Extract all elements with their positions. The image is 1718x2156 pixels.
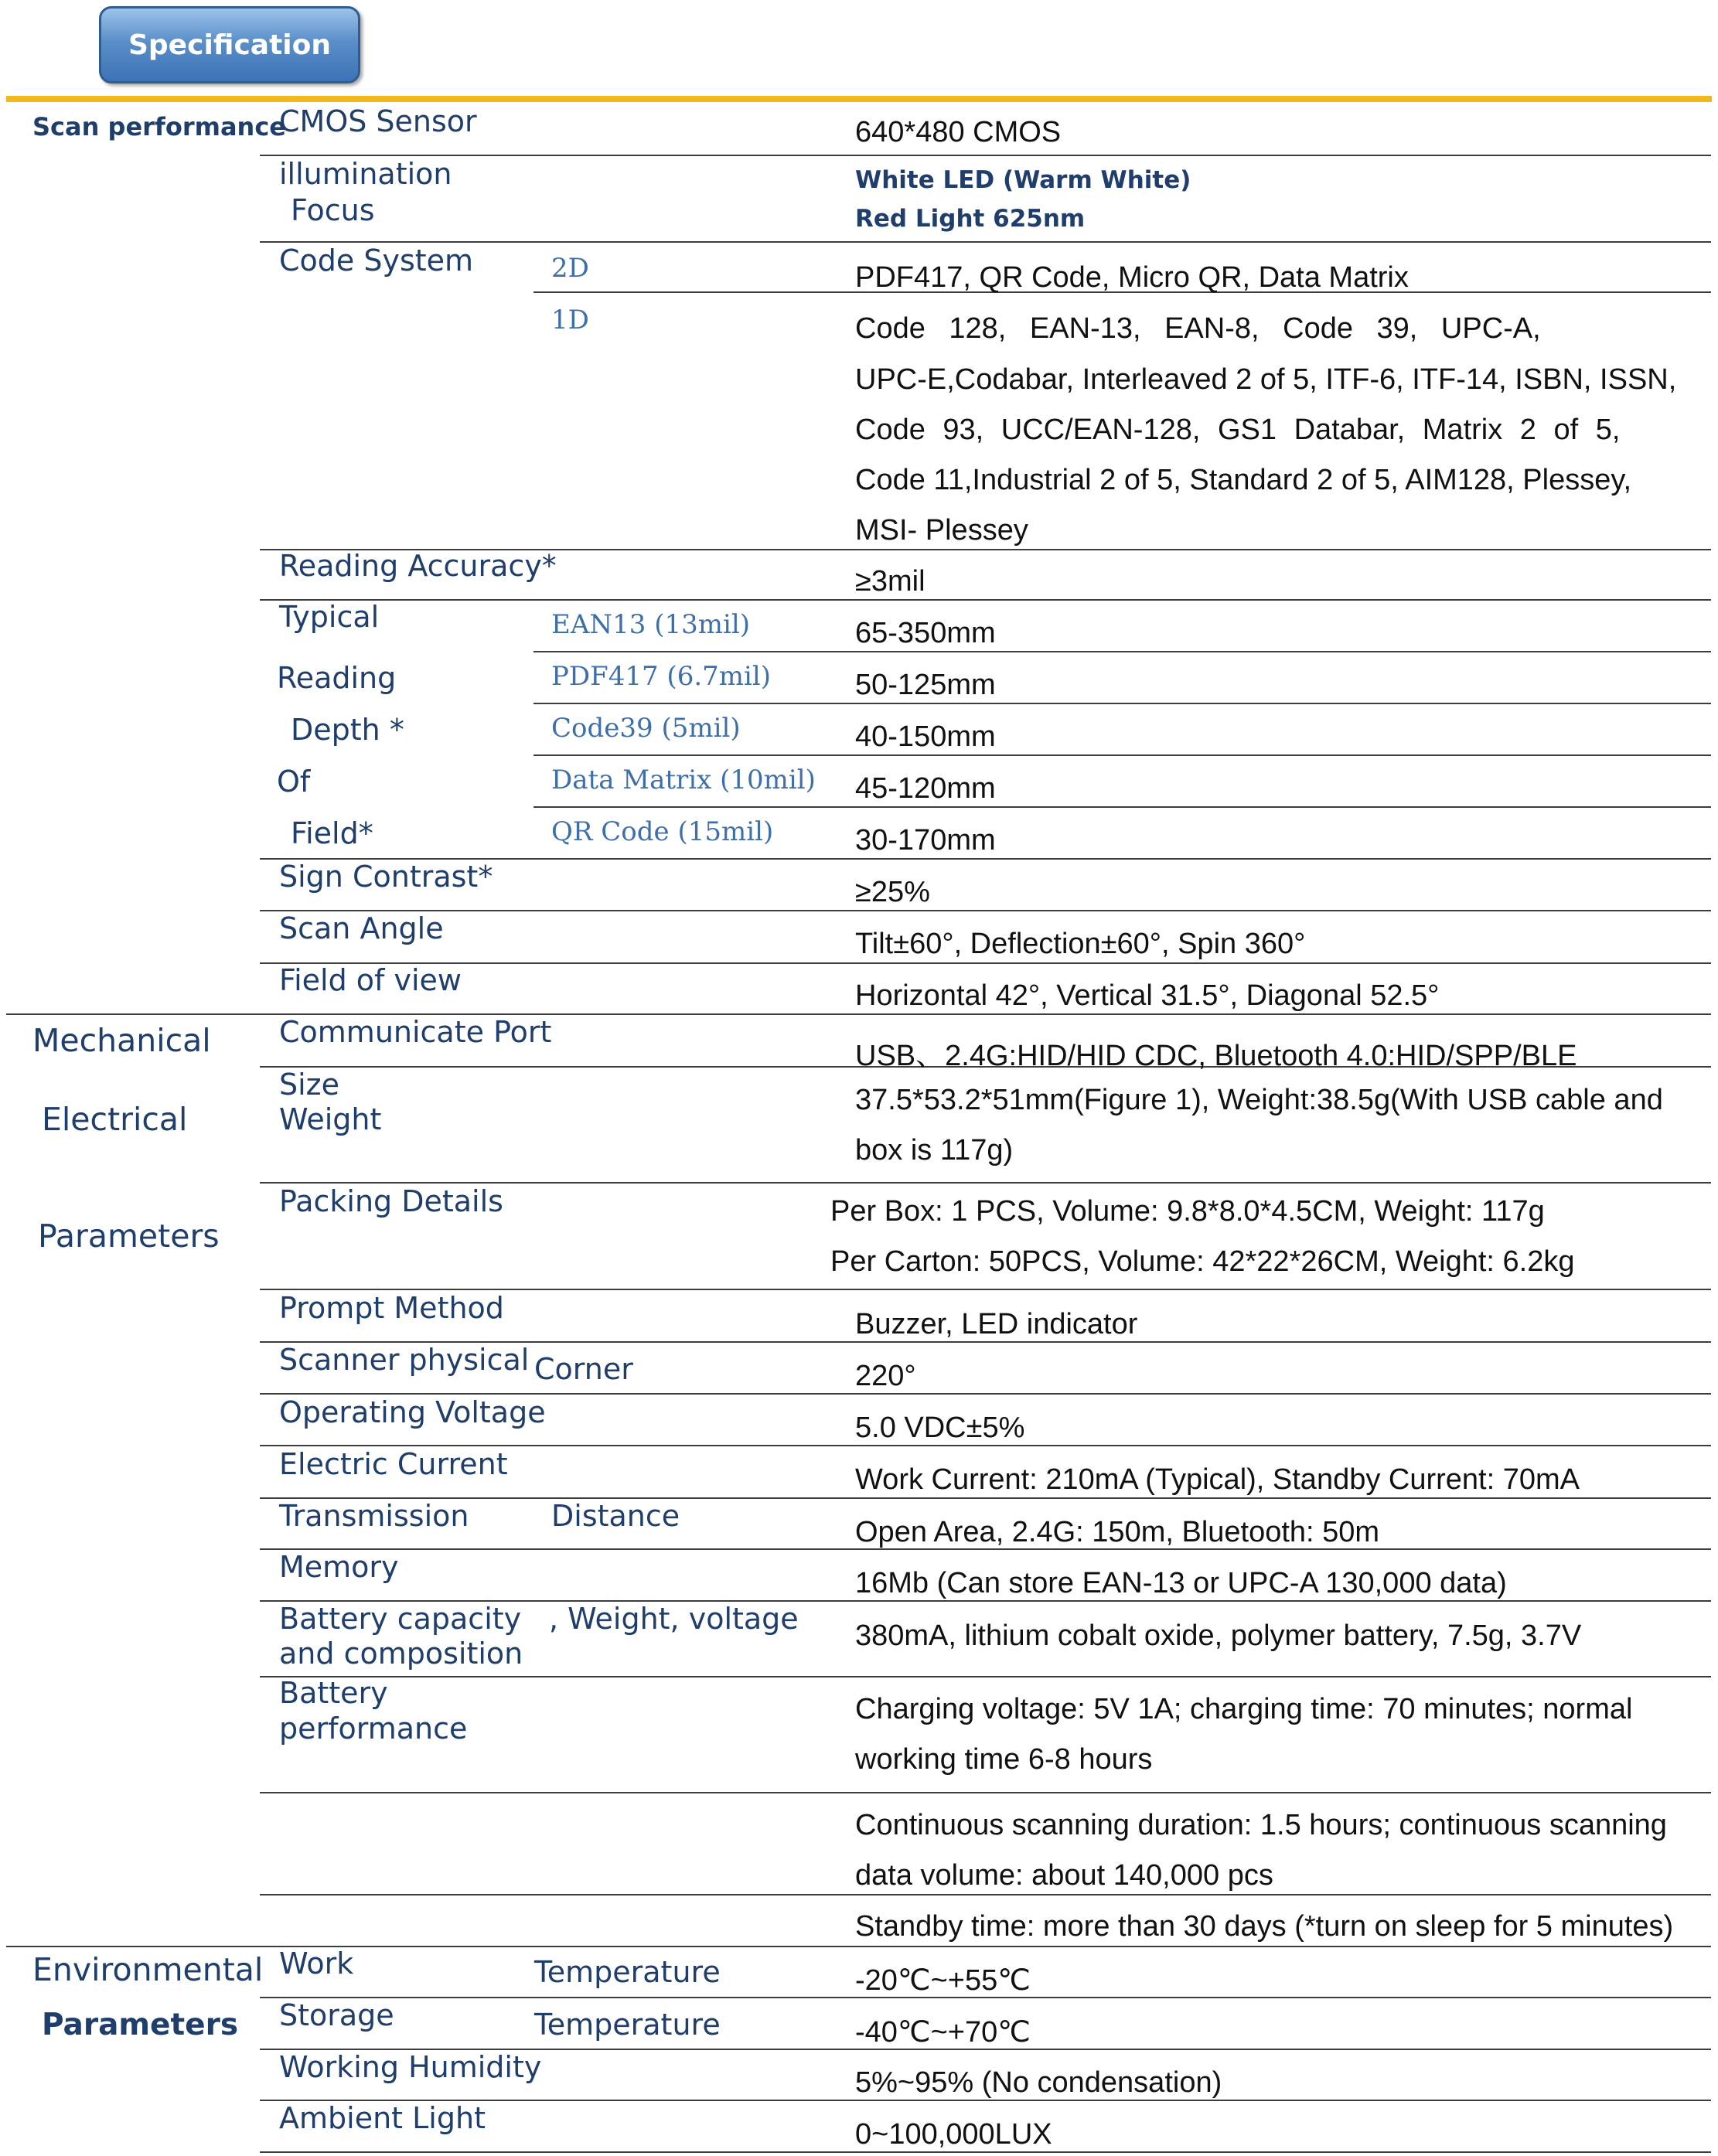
label-prompt-method: Prompt Method <box>279 1291 504 1325</box>
row-divider <box>260 1182 1711 1184</box>
label-operating-voltage: Operating Voltage <box>279 1395 546 1429</box>
value-battery-perf: Charging voltage: 5V 1A; charging time: 70 minutes; normal <box>855 1693 1633 1725</box>
label-code-system: Code System <box>279 244 474 278</box>
sublabel-1d: 1D <box>551 305 589 335</box>
value-ambient-light: 0~100,000LUX <box>855 2118 1052 2151</box>
sublabel-qr-code: QR Code (15mil) <box>551 816 774 847</box>
label-scanner-physical: Scanner physical <box>279 1343 530 1377</box>
label-weight-voltage: , Weight, voltage <box>549 1602 799 1636</box>
label-transmission: Transmission <box>279 1499 469 1533</box>
value-communicate-port: USB、2.4G:HID/HID CDC, Bluetooth 4.0:HID/SPP/BLE <box>855 1040 1577 1072</box>
value-cmos-sensor: 640*480 CMOS <box>855 116 1062 148</box>
value-packing-carton: Per Carton: 50PCS, Volume: 42*22*26CM, Weight: 6.2kg <box>830 1245 1575 1278</box>
value-battery-perf: Continuous scanning duration: 1.5 hours; continuous scanning <box>855 1809 1667 1841</box>
row-divider <box>260 1676 1711 1677</box>
label-work-temperature: Temperature <box>534 1955 721 1989</box>
row-divider <box>260 962 1711 964</box>
value-operating-voltage: 5.0 VDC±5% <box>855 1412 1025 1444</box>
row-divider <box>260 1289 1711 1290</box>
sublabel-code39: Code39 (5mil) <box>551 713 741 744</box>
value-storage-temperature: -40℃~+70℃ <box>855 2016 1031 2049</box>
row-divider <box>6 1013 1711 1015</box>
label-typical: Typical <box>279 600 380 634</box>
label-battery-composition: and composition <box>279 1637 523 1671</box>
label-memory: Memory <box>279 1550 399 1584</box>
row-divider <box>260 155 1711 156</box>
label-scan-angle: Scan Angle <box>279 911 444 945</box>
value-dof-pdf417: 50-125mm <box>855 669 996 701</box>
row-divider <box>260 2151 1711 2153</box>
section-electrical: Electrical <box>42 1101 188 1138</box>
value-code-1d-line: UPC-E,Codabar, Interleaved 2 of 5, ITF-6, ITF-14, ISBN, ISSN, <box>855 363 1677 396</box>
section-env-parameters: Parameters <box>42 2008 239 2042</box>
value-battery-perf: working time 6-8 hours <box>855 1743 1153 1776</box>
value-illumination-red: Red Light 625nm <box>855 205 1086 233</box>
value-dof-code39: 40-150mm <box>855 720 996 753</box>
label-battery-performance: performance <box>279 1712 468 1746</box>
row-divider <box>260 599 1711 601</box>
value-code-2d: PDF417, QR Code, Micro QR, Data Matrix <box>855 261 1409 294</box>
label-reading: Reading <box>277 661 397 695</box>
value-prompt-method: Buzzer, LED indicator <box>855 1308 1138 1340</box>
label-work: Work <box>279 1947 354 1981</box>
row-divider <box>533 703 1711 704</box>
label-battery-capacity: Battery capacity <box>279 1602 522 1636</box>
value-battery-capacity: 380mA, lithium cobalt oxide, polymer battery, 7.5g, 3.7V <box>855 1620 1582 1652</box>
value-reading-accuracy: ≥3mil <box>855 565 925 598</box>
value-working-humidity: 5%~95% (No condensation) <box>855 2066 1222 2099</box>
row-divider <box>533 651 1711 652</box>
label-ambient-light: Ambient Light <box>279 2101 486 2135</box>
value-dof-ean13: 65-350mm <box>855 617 996 649</box>
row-divider <box>533 754 1711 756</box>
value-code-1d-line: Code 11,Industrial 2 of 5, Standard 2 of 5, AIM128, Plessey, <box>855 464 1632 496</box>
label-size: Size <box>279 1068 340 1102</box>
value-battery-perf: Standby time: more than 30 days (*turn on sleep for 5 minutes) <box>855 1910 1674 1943</box>
label-illumination: illumination <box>279 157 452 191</box>
label-cmos-sensor: CMOS Sensor <box>279 104 477 138</box>
sublabel-ean13: EAN13 (13mil) <box>551 609 750 640</box>
header-divider <box>6 96 1712 102</box>
row-divider <box>260 1497 1711 1499</box>
label-field: Field* <box>291 816 373 850</box>
label-reading-accuracy: Reading Accuracy* <box>279 549 557 583</box>
sublabel-pdf417: PDF417 (6.7mil) <box>551 661 772 692</box>
value-battery-perf: data volume: about 140,000 pcs <box>855 1859 1273 1892</box>
row-divider <box>260 1393 1711 1395</box>
label-battery: Battery <box>279 1676 388 1710</box>
row-divider <box>260 1445 1711 1446</box>
label-storage-temperature: Temperature <box>534 2008 721 2042</box>
value-code-1d-line: Code 128, EAN-13, EAN-8, Code 39, UPC-A, <box>855 312 1541 345</box>
value-field-of-view: Horizontal 42°, Vertical 31.5°, Diagonal 52.5° <box>855 979 1440 1012</box>
value-electric-current: Work Current: 210mA (Typical), Standby Current: 70mA <box>855 1463 1580 1496</box>
section-environmental: Environmental <box>32 1951 264 1988</box>
sublabel-data-matrix: Data Matrix (10mil) <box>551 765 816 795</box>
value-work-temperature: -20℃~+55℃ <box>855 1964 1031 1997</box>
label-corner: Corner <box>534 1352 633 1386</box>
value-size-weight: 37.5*53.2*51mm(Figure 1), Weight:38.5g(With USB cable and <box>855 1084 1663 1116</box>
specification-tab[interactable]: Specification <box>99 6 360 83</box>
value-packing-box: Per Box: 1 PCS, Volume: 9.8*8.0*4.5CM, Weight: 117g <box>830 1195 1545 1228</box>
value-size-weight-cont: box is 117g) <box>855 1134 1014 1167</box>
value-illumination-white: White LED (Warm White) <box>855 166 1191 194</box>
sublabel-2d: 2D <box>551 253 589 284</box>
label-of: Of <box>277 765 311 799</box>
label-field-of-view: Field of view <box>279 963 462 997</box>
label-packing-details: Packing Details <box>279 1184 503 1218</box>
value-code-1d-line: MSI- Plessey <box>855 514 1028 547</box>
label-focus: Focus <box>291 193 375 227</box>
label-electric-current: Electric Current <box>279 1447 508 1481</box>
section-scan-performance: Scan performance <box>32 112 286 141</box>
row-divider <box>260 910 1711 911</box>
label-weight: Weight <box>279 1102 382 1136</box>
value-dof-qr: 30-170mm <box>855 824 996 857</box>
label-communicate-port: Communicate Port <box>279 1015 552 1049</box>
value-sign-contrast: ≥25% <box>855 876 930 908</box>
label-sign-contrast: Sign Contrast* <box>279 860 493 894</box>
row-divider <box>260 241 1711 243</box>
row-divider <box>533 806 1711 808</box>
label-storage: Storage <box>279 1998 394 2032</box>
row-divider <box>260 1894 1711 1895</box>
section-parameters: Parameters <box>38 1218 220 1255</box>
label-distance: Distance <box>551 1499 680 1533</box>
value-dof-datamatrix: 45-120mm <box>855 772 996 805</box>
row-divider <box>260 1792 1711 1793</box>
label-working-humidity: Working Humidity <box>279 2050 542 2084</box>
row-divider <box>6 1946 1711 1947</box>
label-depth: Depth * <box>291 713 404 747</box>
value-transmission: Open Area, 2.4G: 150m, Bluetooth: 50m <box>855 1516 1380 1548</box>
value-physical-corner: 220° <box>855 1360 916 1392</box>
value-memory: 16Mb (Can store EAN-13 or UPC-A 130,000 data) <box>855 1567 1507 1599</box>
section-mechanical: Mechanical <box>32 1022 211 1059</box>
value-scan-angle: Tilt±60°, Deflection±60°, Spin 360° <box>855 928 1306 960</box>
value-code-1d-line: Code 93, UCC/EAN-128, GS1 Databar, Matrix 2 of 5, <box>855 414 1621 446</box>
